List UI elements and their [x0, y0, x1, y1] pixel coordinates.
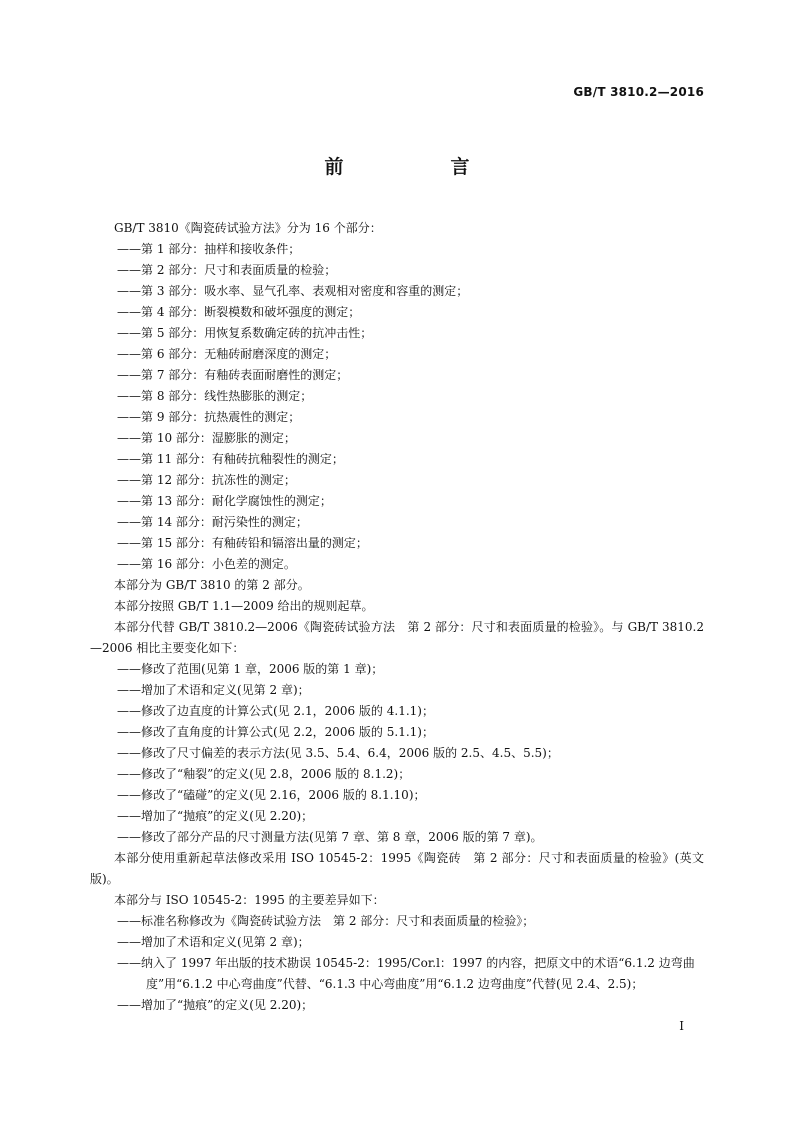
- changes-list: [90, 659, 704, 848]
- parts-list: [90, 239, 704, 575]
- list-item: ——修改了尺寸偏差的表示方法(见 3.5、5.4、6.4，2006 版的 2.5、4.5、5.5)；: [117, 746, 559, 760]
- list-item: ——修改了部分产品的尺寸测量方法(见第 7 章、第 8 章，2006 版的第 7 章)。: [117, 830, 543, 844]
- list-item: ——第 15 部分：有釉砖铅和镉溶出量的测定；: [117, 536, 368, 550]
- foreword-body: [90, 218, 704, 1016]
- list-item: ——第 13 部分：耐化学腐蚀性的测定；: [117, 494, 332, 508]
- list-item: ——修改了直角度的计算公式(见 2.2，2006 版的 5.1.1)；: [117, 725, 434, 739]
- page-number: I: [679, 1019, 684, 1033]
- standard-number: GB/T 3810.2—2016: [573, 85, 704, 99]
- part-of-paragraph: 本部分为 GB/T 3810 的第 2 部分。: [114, 578, 310, 592]
- list-item: ——标准名称修改为《陶瓷砖试验方法 第 2 部分：尺寸和表面质量的检验》；: [117, 914, 535, 928]
- list-item: ——增加了术语和定义(见第 2 章)；: [117, 683, 310, 697]
- list-item: ——第 12 部分：抗冻性的测定；: [117, 473, 296, 487]
- list-item: ——增加了术语和定义(见第 2 章)；: [117, 935, 310, 949]
- list-item: ——第 14 部分：耐污染性的测定；: [117, 515, 308, 529]
- replaces-paragraph: 本部分代替 GB/T 3810.2—2006《陶瓷砖试验方法 第 2 部分：尺寸和表面质量的检验》。与 GB/T 3810.2—2006 相比主要变化如下：: [90, 620, 704, 655]
- page-title: 前 言: [324, 156, 514, 178]
- differences-list: [90, 911, 704, 1016]
- list-item: ——第 10 部分：湿膨胀的测定；: [117, 431, 296, 445]
- list-item: ——修改了“釉裂”的定义(见 2.8，2006 版的 8.1.2)；: [117, 767, 411, 781]
- drafting-paragraph: 本部分按照 GB/T 1.1—2009 给出的规则起草。: [114, 599, 374, 613]
- list-item: ——第 2 部分：尺寸和表面质量的检验；: [117, 263, 337, 277]
- list-item: ——第 11 部分：有釉砖抗釉裂性的测定；: [117, 452, 344, 466]
- list-item: ——第 16 部分：小色差的测定。: [117, 557, 296, 571]
- list-item: ——第 5 部分：用恢复系数确定砖的抗冲击性；: [117, 326, 373, 340]
- list-item: ——第 8 部分：线性热膨胀的测定；: [117, 389, 313, 403]
- list-item: ——增加了“抛痕”的定义(见 2.20)；: [117, 998, 314, 1012]
- list-item: ——纳入了 1997 年出版的技术勘误 10545-2：1995/Cor.l：1997 的内容，把原文中的术语“6.1.2 边弯曲度”用“6.1.2 中心弯曲度”代替、“6.1.3 中心弯曲度”用“6.1.2 边弯曲度”代替(见 2.4、2.5)；: [117, 956, 695, 991]
- differences-paragraph: 本部分与 ISO 10545-2：1995 的主要差异如下：: [114, 893, 385, 907]
- list-item: ——第 6 部分：无釉砖耐磨深度的测定；: [117, 347, 337, 361]
- list-item: ——增加了“抛痕”的定义(见 2.20)；: [117, 809, 314, 823]
- list-item: ——修改了范围(见第 1 章，2006 版的第 1 章)；: [117, 662, 384, 676]
- list-item: ——第 9 部分：抗热震性的测定；: [117, 410, 301, 424]
- list-item: ——第 7 部分：有釉砖表面耐磨性的测定；: [117, 368, 349, 382]
- list-item: ——第 1 部分：抽样和接收条件；: [117, 242, 301, 256]
- intro-paragraph: GB/T 3810《陶瓷砖试验方法》分为 16 个部分：: [114, 221, 382, 235]
- iso-adoption-paragraph: 本部分使用重新起草法修改采用 ISO 10545-2：1995《陶瓷砖 第 2 部分：尺寸和表面质量的检验》(英文版)。: [90, 851, 704, 886]
- list-item: ——第 3 部分：吸水率、显气孔率、表观相对密度和容重的测定；: [117, 284, 469, 298]
- list-item: ——修改了边直度的计算公式(见 2.1，2006 版的 4.1.1)；: [117, 704, 434, 718]
- list-item: ——修改了“磕碰”的定义(见 2.16，2006 版的 8.1.10)；: [117, 788, 426, 802]
- list-item: ——第 4 部分：断裂模数和破坏强度的测定；: [117, 305, 361, 319]
